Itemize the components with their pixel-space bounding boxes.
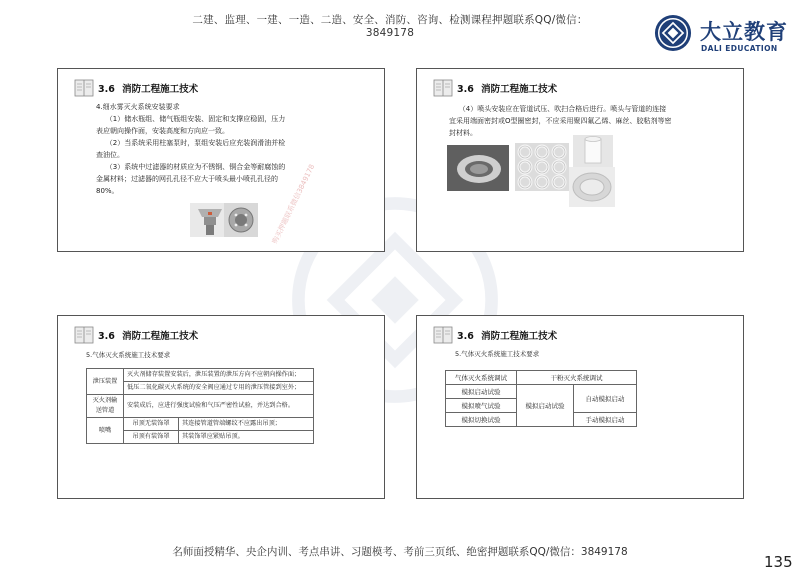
table-row	[446, 371, 637, 385]
section-number: 3.6	[457, 84, 474, 95]
filter-photo	[224, 203, 258, 237]
section-heading: 4.细水雾灭火系统安装要求	[96, 103, 180, 111]
slide-title	[457, 328, 557, 342]
paragraph-1: （4）喷头安装应在管道试压、吹扫合格后进行。喷头与管道的连接宜采用端面密封或O型圈密封，不应采用聚四氟乙烯、麻丝、胶粘剂等密封材料。	[449, 105, 672, 137]
table-cell: 低压二氧化碳灭火系统的安全阀应通过专用的泄压管接到室外；	[124, 382, 314, 395]
seal-rings-photo	[447, 145, 509, 191]
paragraph-1: （1）储水瓶组、储气瓶组安装、固定和支撑应稳固，压力表应朝向操作面，安装高度和方向应一致。	[96, 115, 286, 135]
table-row	[87, 369, 314, 382]
section-heading: 5.气体灭火系统施工技术要求	[455, 350, 540, 358]
page-footer-text: 名师面授精华、央企内训、考点串讲、习题模考、考前三页纸、绝密押题联系QQ/微信：3849178	[172, 546, 628, 558]
table-header-powder: 干粉灭火系统调试	[517, 371, 637, 385]
table-cell-subcategory: 吊顶无装饰罩	[124, 418, 179, 431]
table-cell: 模拟切换试验	[446, 413, 517, 427]
table-cell: 其连接管道管端螺纹不应露出吊顶；	[179, 418, 314, 431]
slide-body	[96, 101, 292, 197]
table-row	[87, 395, 314, 418]
slide-nozzle-install	[416, 68, 744, 252]
table-header-gas: 气体灭火系统调试	[446, 371, 517, 385]
table-row	[446, 385, 637, 399]
book-icon	[74, 79, 94, 97]
table-row	[87, 418, 314, 431]
slide-watermark-text: 购买押题联系微信3849178	[270, 163, 317, 245]
slide-water-mist	[57, 68, 385, 252]
table-cell-subcategory: 吊顶有装饰罩	[124, 431, 179, 444]
slide-body	[449, 103, 673, 139]
table-cell: 模拟喷气试验	[446, 399, 517, 413]
paragraph-3: （3）系统中过滤器的材质应为不锈钢、铜合金等耐腐蚀的金属材料；过滤器的网孔孔径不应大于喷头最小喷孔孔径的80%。	[96, 163, 286, 195]
section-number: 3.6	[98, 84, 115, 95]
slide-system-commissioning	[416, 315, 744, 499]
page-number: 135	[764, 553, 793, 571]
book-icon	[74, 326, 94, 344]
section-title: 消防工程施工技术	[481, 331, 558, 342]
o-rings-photo	[515, 143, 569, 191]
ptfe-coil-photo	[569, 167, 615, 207]
section-heading: 5.气体灭火系统施工技术要求	[86, 351, 171, 359]
table-cell-category: 泄压装置	[87, 369, 124, 395]
table-cell-category: 灭火剂输送管道	[87, 395, 124, 418]
slide-title	[457, 81, 557, 95]
dali-logo-icon	[654, 14, 692, 52]
slide-title	[98, 81, 198, 95]
logo-english-name: DALI EDUCATION	[701, 44, 778, 53]
slide-gas-system-requirements	[57, 315, 385, 499]
book-icon	[433, 326, 453, 344]
slide-title	[98, 328, 198, 342]
section-number: 3.6	[98, 331, 115, 342]
page-header-text: 二建、监理、一建、一造、二造、安全、消防、咨询、检测课程押题联系QQ/微信：3849178	[192, 14, 588, 39]
dali-logo	[654, 14, 794, 58]
table-cell: 模拟启动试验	[446, 385, 517, 399]
gas-requirements-table	[86, 368, 314, 444]
paragraph-2: （2）当系统采用柱塞泵时，泵组安装后应充装润滑油并检查油位。	[96, 139, 286, 159]
table-cell: 灭火剂储存装置安装后，泄压装置的泄压方向不应朝向操作面；	[124, 369, 314, 382]
book-icon	[433, 79, 453, 97]
table-cell: 手动模拟启动	[574, 413, 637, 427]
table-cell: 自动模拟启动	[574, 385, 637, 413]
section-title: 消防工程施工技术	[122, 84, 199, 95]
logo-chinese-name: 大立教育	[700, 20, 788, 44]
table-cell: 安装成后，应进行强度试验和气压严密性试验，并达到合格。	[124, 395, 314, 418]
table-cell: 其装饰罩应紧贴吊顶。	[179, 431, 314, 444]
section-title: 消防工程施工技术	[122, 331, 199, 342]
ptfe-rod-photo	[573, 135, 613, 167]
section-number: 3.6	[457, 331, 474, 342]
commissioning-table	[445, 370, 637, 427]
table-cell: 模拟启动试验	[517, 385, 574, 427]
table-cell-category: 喷嘴	[87, 418, 124, 444]
section-title: 消防工程施工技术	[481, 84, 558, 95]
